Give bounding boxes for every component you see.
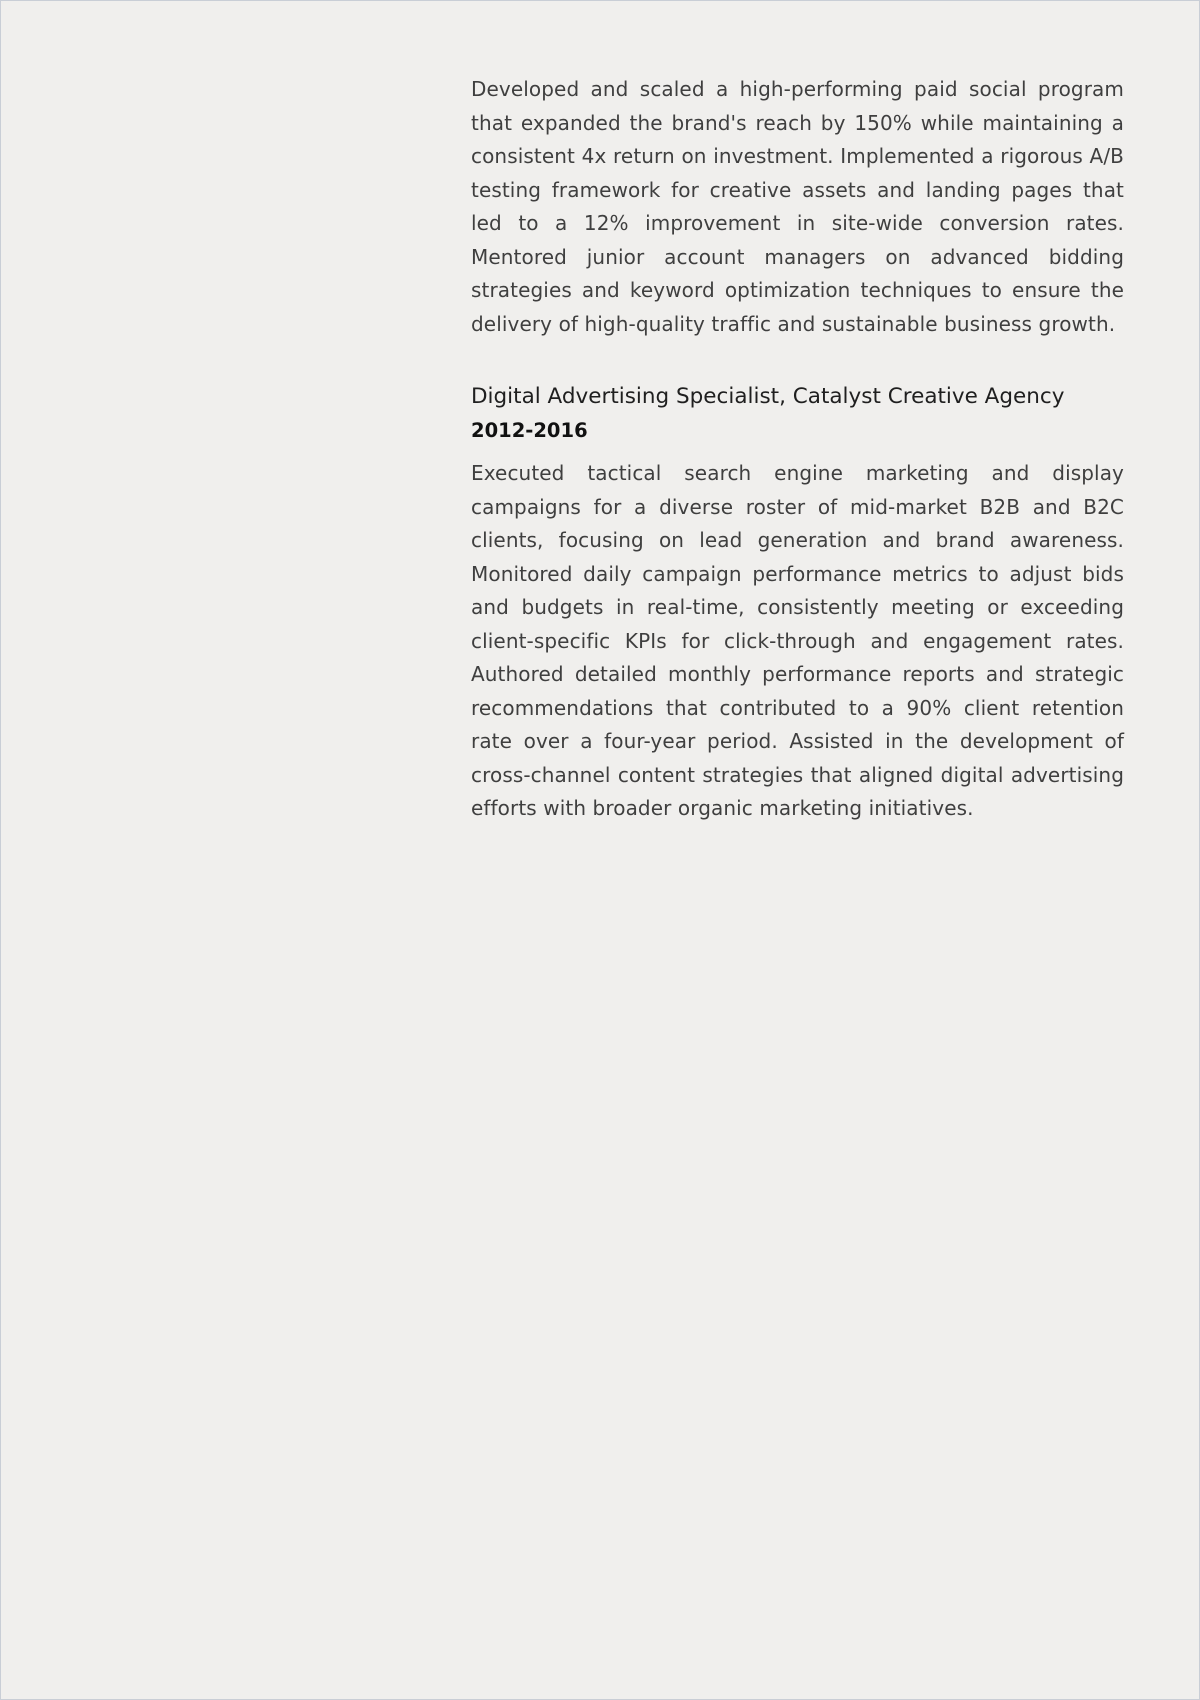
job-description: Developed and scaled a high-performing paid social program that expanded the brand's reach by 150% while maintaining a consistent 4x return on investment. Implemented a rigorous A/B testing framework for creative assets and landing pages that led to a 12% improvement in site-wide conversion rates. Mentored junior account managers on advanced bidding strategies and keyword optimization techniques to ensure the delivery of high-quality traffic and sustainable business growth.	[471, 77, 1124, 336]
job-dates: 2012-2016	[471, 419, 588, 442]
experience-section	[471, 73, 1124, 826]
job-entry	[471, 380, 1124, 826]
job-title: Digital Advertising Specialist, Catalyst Creative Agency	[471, 384, 1065, 409]
job-description: Executed tactical search engine marketing and display campaigns for a diverse roster of mid-market B2B and B2C clients, focusing on lead generation and brand awareness. Monitored daily campaign performance metrics to adjust bids and budgets in real-time, consistently meeting or exceeding client-specific KPIs for click-through and engagement rates. Authored detailed monthly performance reports and strategic recommendations that contributed to a 90% client retention rate over a four-year period. Assisted in the development of cross-channel content strategies that aligned digital advertising efforts with broader organic marketing initiatives.	[471, 461, 1124, 820]
